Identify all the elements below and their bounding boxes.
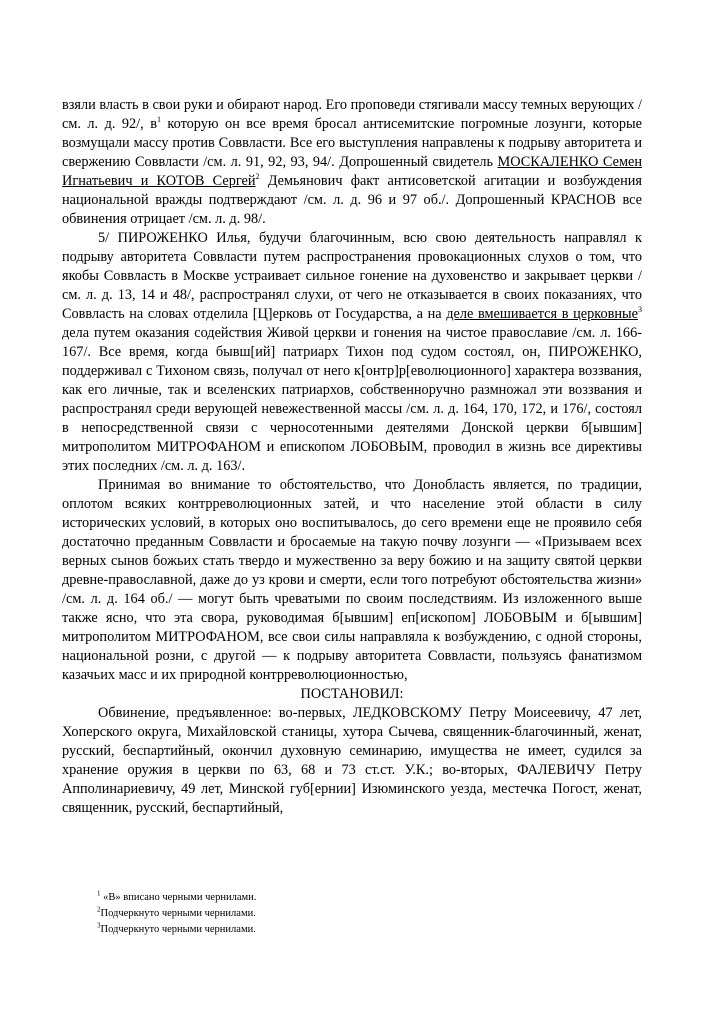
paragraph-3: Принимая во внимание то обстоятельство, что Донобласть является, по традиции, оплотом всяких контрреволюционных затей, и что население этой области в силу исторических условий, в которых оно воспитывалось, до сего времени еще не проявило себя достаточно преданным Соввласти и бросаемые на такую почву лозунги — «Призываем всех верных сынов божьих стать твердо и мужественно за веру божию и на защиту святой церкви древне-православной, даже до уз крови и смерти, если того потребуют обстоятельства жизни» /см. л. д. 164 об./ — могут быть чреватыми по своим последствиям. Из изложенного выше также ясно, что эта свора, руководимая б[ывшим] еп[ископом] ЛОБОВЫМ и б[ывшим] митрополитом МИТРОФАНОМ, все свои силы направляла к возбуждению, с одной стороны, национальной розни, с другой — к подрыву авторитета Соввласти, пользуясь фанатизмом казачьих масс и их природной контрреволюционностью, xyxy=(62,477,642,683)
paragraph-2 xyxy=(62,229,642,476)
footnote-1 xyxy=(97,890,617,906)
underlined-phrase: деле вмешивается в церковные xyxy=(446,306,638,322)
footnote-ref-2: 2 xyxy=(255,172,260,182)
paragraph-1-text-b: которую он все время бросал антисемитские погромные лозунги, которые возмущали массу против Соввласти. Все его выступления направлены к подрыву авторитета и свержению Соввласти /см. л. 91, 92, 93, 94/. Допрошенный свидетель xyxy=(62,116,642,170)
footnote-ref-3: 3 xyxy=(638,305,642,315)
footnote-mark: 3 xyxy=(97,921,101,930)
paragraph-2-text-b: дела путем оказания содействия Живой церкви и гонения на чистое православие /см. л. 166-167/. Все время, когда бывш[ий] патриарх Тихон под судом состоял, он, ПИРОЖЕНКО, поддерживал с Тихоном связь, получал от него к[онтр]р[еволюционного] характера воззвания, как его личные, так и вселенских патриархов, собственноручно размножал эти воззвания и распространял среди верующей невежественной массы /см. л. д. 164, 170, 172, и 176/, состоял в непосредственной связи с черносотенными деятелями Донской церкви б[ывшим] митрополитом МИТРОФАНОМ и епископом ЛОБОВЫМ, проводил в жизнь все директивы этих последних /см. л. д. 163/. xyxy=(62,325,642,474)
footnote-ref-1: 1 xyxy=(156,115,161,125)
paragraph-1-text-a: взяли власть в свои руки и обирают народ. Его проповеди стягивали массу темных верующих /см. л. д. 92/, в xyxy=(62,97,642,132)
footnote-3 xyxy=(97,922,617,938)
paragraph-1-text-c: Демьянович факт антисоветской агитации и возбуждения национальной вражды подтверждают /см. л. д. 96 и 97 об./. Допрошенный КРАСНОВ все обвинения отрицает /см. л. д. 98/. xyxy=(62,173,642,227)
footnotes xyxy=(97,890,617,938)
paragraph-4: Обвинение, предъявленное: во-первых, ЛЕДКОВСКОМУ Петру Моисеевичу, 47 лет, Хоперского округа, Михайловской станицы, хутора Сычева, священник-благочинный, женат, русский, беспартийный, окончил духовную семинарию, имущества не имеет, судился за хранение оружия в церкви по 63, 68 и 73 ст.ст. У.К.; во-вторых, ФАЛЕВИЧУ Петру Апполинариевичу, 49 лет, Минской губ[ернии] Изюминского уезда, местечка Погост, женат, священник, русский, беспартийный, xyxy=(62,705,642,816)
footnote-mark: 2 xyxy=(97,905,101,914)
document-body xyxy=(62,96,642,818)
paragraph-1 xyxy=(62,96,642,229)
resolution-heading: ПОСТАНОВИЛ: xyxy=(300,686,404,702)
footnote-text: Подчеркнуто черными чернилами. xyxy=(100,924,256,935)
footnote-text: Подчеркнуто черными чернилами. xyxy=(100,908,256,919)
footnote-text: «В» вписано черными чернилами. xyxy=(100,892,257,903)
underlined-witnesses: МОСКАЛЕНКО Семен Игнатьевич и КОТОВ Сергей xyxy=(62,154,642,189)
paragraph-2-text-a: 5/ ПИРОЖЕНКО Илья, будучи благочинным, всю свою деятельность направлял к подрыву авторитета Соввласти путем распространения провокационных слухов о том, что якобы Соввласть в Москве устраивает сильное гонение на духовенство и закрывает церкви /см. л. д. 13, 14 и 48/, распространял слухи, от чего не отказывается в своих показаниях, что Соввласть на словах отделила [Ц]ерковь от Государства, а на xyxy=(62,230,642,322)
footnote-mark: 1 xyxy=(97,889,101,898)
footnote-2 xyxy=(97,906,617,922)
